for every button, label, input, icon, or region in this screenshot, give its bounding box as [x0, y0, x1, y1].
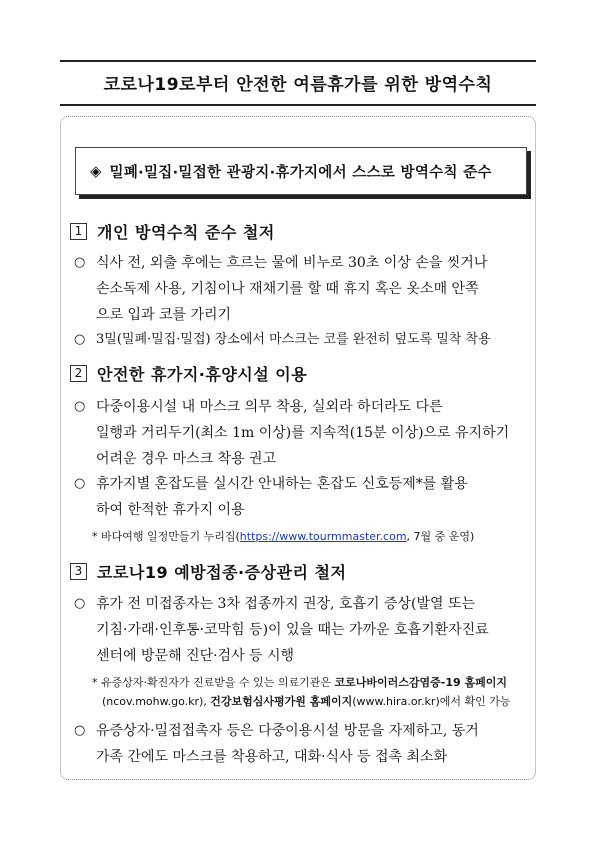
item-line: 3밀(밀폐·밀집·밀접) 장소에서 마스크는 코를 완전히 덮도록 밀착 착용 — [96, 332, 491, 347]
note-text: (ncov.mohw.go.kr), — [102, 695, 211, 708]
circle-bullet-icon: ○ — [74, 332, 86, 347]
title-bottom-rule — [60, 104, 536, 106]
note-bold-text: 건강보험심사평가원 홈페이지 — [210, 695, 353, 708]
section-number-box: 2 — [70, 365, 87, 382]
note-text: * 유증상자·확진자가 진료받을 수 있는 의료기관은 — [92, 676, 335, 689]
page-title: 코로나19로부터 안전한 여름휴가를 위한 방역수칙 — [103, 75, 493, 95]
circle-bullet-icon: ○ — [74, 723, 86, 738]
item-line: 식사 전, 외출 후에는 흐르는 물에 비누로 30초 이상 손을 씻거나 — [96, 255, 488, 271]
item-line: 일행과 거리두기(최소 1m 이상)를 지속적(15분 이상)으로 유지하기 — [96, 425, 510, 441]
item-line: 하여 한적한 휴가지 이용 — [96, 502, 245, 518]
tourmmaster-link[interactable]: https://www.tourmmaster.com — [239, 530, 407, 543]
section-3-heading — [70, 559, 346, 583]
item-line: 으로 입과 코를 가리기 — [96, 307, 232, 323]
circle-bullet-icon: ○ — [74, 255, 86, 270]
item-line: 휴가 전 미접종자는 3차 접종까지 권장, 호흡기 증상(발열 또는 — [96, 596, 475, 612]
note-text: , 7월 중 운영) — [406, 530, 475, 543]
item-line: 기침·가래·인후통·코막힘 등)이 있을 때는 가까운 호흡기환자진료 — [96, 622, 489, 638]
section-title: 개인 방역수칙 준수 철저 — [97, 222, 275, 242]
section-title: 코로나19 예방접종·증상관리 철저 — [97, 562, 347, 582]
item-line: 가족 간에도 마스크를 착용하고, 대화·식사 등 접촉 최소화 — [96, 749, 448, 765]
summary-box — [75, 147, 527, 195]
note-text: (www.hira.or.kr)에서 확인 가능 — [352, 695, 511, 708]
list-item — [74, 718, 534, 770]
list-item — [74, 250, 534, 328]
section-1-heading — [70, 219, 275, 243]
item-line: 손소독제 사용, 기침이나 재채기를 할 때 휴지 혹은 옷소매 안쪽 — [96, 281, 479, 297]
item-line: 휴가지별 혼잡도를 실시간 안내하는 혼잡도 신호등제*를 활용 — [96, 476, 468, 492]
item-line: 다중이용시설 내 마스크 의무 착용, 실외라 하더라도 다른 — [96, 399, 443, 415]
section-number-box: 3 — [70, 563, 87, 580]
note-text: * 바다여행 일정만들기 누리집( — [92, 530, 240, 543]
section-title: 안전한 휴가지·휴양시설 이용 — [97, 364, 308, 384]
list-item — [74, 327, 534, 353]
footnote — [92, 527, 532, 546]
circle-bullet-icon: ○ — [74, 399, 86, 414]
footnote — [92, 673, 532, 711]
list-item — [74, 591, 534, 669]
note-bold-text: 코로나바이러스감염증-19 홈페이지 — [334, 676, 507, 689]
section-2-heading — [70, 361, 307, 385]
item-line: 어려운 경우 마스크 착용 권고 — [96, 451, 277, 467]
circle-bullet-icon: ○ — [74, 476, 86, 491]
diamond-icon: ◈ — [90, 162, 102, 180]
item-line: 유증상자·밀접접촉자 등은 다중이용시설 방문을 자제하고, 동거 — [96, 723, 479, 739]
circle-bullet-icon: ○ — [74, 596, 86, 611]
list-item — [74, 394, 534, 472]
section-number-box: 1 — [70, 223, 87, 240]
title-block — [60, 60, 536, 106]
list-item — [74, 471, 534, 523]
summary-text: 밀폐·밀집·밀접한 관광지·휴가지에서 스스로 방역수칙 준수 — [109, 164, 492, 181]
item-line: 센터에 방문해 진단·검사 등 시행 — [96, 648, 295, 664]
